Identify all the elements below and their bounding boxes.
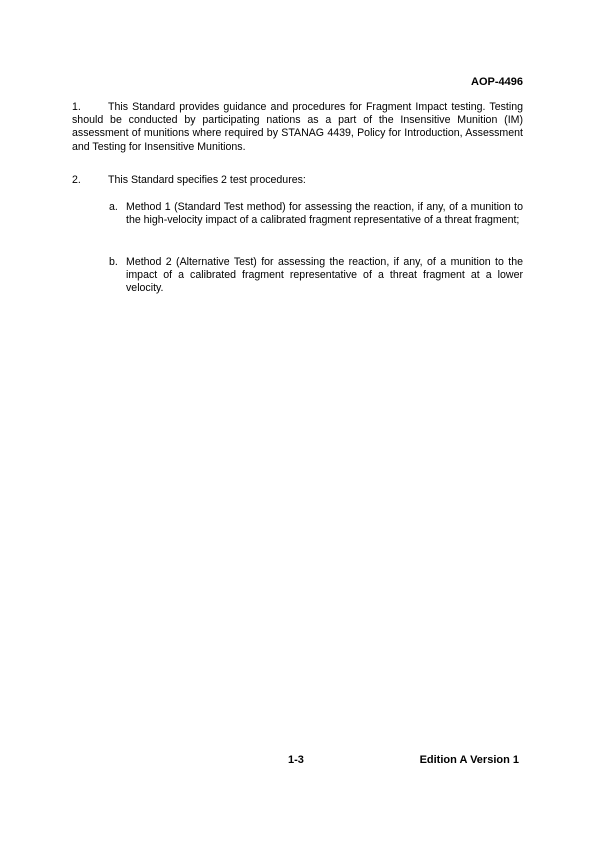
- list-item-a: [109, 201, 523, 227]
- list-item-text: Method 1 (Standard Test method) for assessing the reaction, if any, of a munition to the high-velocity impact of a calibrated fragment representative of a threat fragment;: [126, 201, 523, 227]
- paragraph-text: This Standard provides guidance and procedures for Fragment Impact testing. Testing should be conducted by participating nations as a part of the Insensitive Munition (IM) assessment of munitions where required by STANAG 4439, Policy for Introduction, Assessment and Testing for Insensitive Munitions.: [72, 101, 523, 153]
- paragraph-2: [72, 174, 523, 187]
- list-item-text: Method 2 (Alternative Test) for assessing the reaction, if any, of a munition to the impact of a calibrated fragment representative of a threat fragment at a lower velocity.: [126, 256, 523, 295]
- paragraph-number: 1.: [72, 101, 81, 113]
- paragraph-text: This Standard specifies 2 test procedures:: [108, 174, 306, 186]
- edition-label: Edition A Version 1: [419, 754, 519, 766]
- list-item-letter: b.: [109, 256, 118, 268]
- paragraph-number: 2.: [72, 174, 81, 186]
- page-number: 1-3: [288, 754, 304, 766]
- paragraph-1: [72, 101, 523, 154]
- document-reference: AOP-4496: [471, 76, 523, 88]
- list-item-letter: a.: [109, 201, 118, 213]
- list-item-b: [109, 256, 523, 296]
